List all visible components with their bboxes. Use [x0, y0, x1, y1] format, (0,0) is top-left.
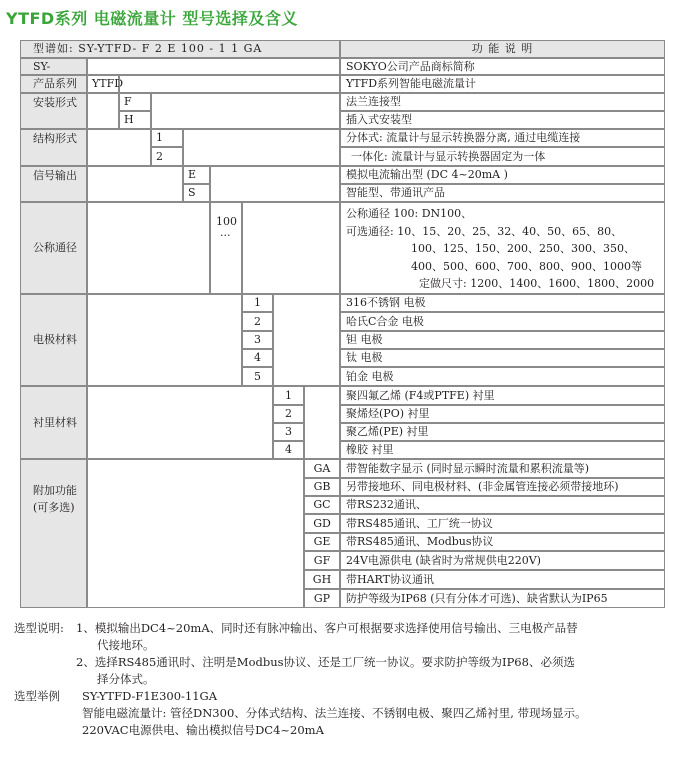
desc-diameter-line: 100、125、150、200、250、300、350、	[411, 242, 635, 255]
row-label-lining: 衬里材料	[20, 386, 87, 459]
desc-diameter-line: 400、500、600、700、800、900、1000等	[411, 259, 642, 273]
desc-extra-gc: 带RS232通讯、	[340, 496, 665, 514]
table-header-model: 型谱如: SY-YTFD- F 2 E 100 - 1 1 GA	[20, 40, 340, 58]
notes-label: 选型说明:	[14, 621, 64, 635]
desc-extra-gd: 带RS485通讯、工厂统一协议	[340, 514, 665, 533]
desc-electrode-2: 哈氏C合金 电极	[340, 312, 665, 331]
desc-extra-ge: 带RS485通讯、Modbus协议	[340, 533, 665, 551]
code-lining-1: 1	[273, 386, 304, 405]
example-code: SY-YTFD-F1E300-11GA	[82, 689, 218, 703]
desc-structure-2: 一体化: 流量计与显示转换器固定为一体	[340, 147, 665, 166]
code-lining-4: 4	[273, 441, 304, 459]
blank-cell	[242, 202, 340, 294]
code-structure-1: 1	[151, 129, 183, 147]
code-signal-e: E	[183, 166, 210, 184]
blank-cell	[183, 129, 340, 166]
blank-cell	[87, 459, 304, 608]
code-diameter	[210, 202, 242, 294]
desc-install-h: 插入式安装型	[340, 111, 665, 129]
row-label-install: 安装形式	[20, 93, 87, 129]
row-label-extras-note: (可多选)	[33, 501, 75, 514]
blank-cell	[210, 166, 340, 202]
desc-electrode-5: 铂金 电极	[340, 367, 665, 386]
code-structure-2: 2	[151, 147, 183, 166]
code-series: YTFD	[87, 75, 119, 93]
code-signal-s: S	[183, 184, 210, 202]
page-title: YTFD系列 电磁流量计 型号选择及含义	[6, 9, 298, 28]
code-extra-gc: GC	[304, 496, 340, 514]
desc-lining-1: 聚四氟乙烯 (F4或PTFE) 衬里	[340, 386, 665, 405]
desc-diameter-line: 定做尺寸: 1200、1400、1600、1800、2000	[419, 277, 655, 290]
row-label-signal: 信号输出	[20, 166, 87, 202]
code-extra-ge: GE	[304, 533, 340, 551]
code-electrode-1: 1	[242, 294, 273, 312]
blank-cell	[119, 75, 340, 93]
desc-signal-s: 智能型、带通讯产品	[340, 184, 665, 202]
blank-cell	[87, 93, 119, 129]
row-label-electrode: 电极材料	[20, 294, 87, 386]
row-label-structure: 结构形式	[20, 129, 87, 166]
desc-diameter-line: 可选通径: 10、15、20、25、32、40、50、65、80、	[346, 224, 623, 238]
desc-extra-gp: 防护等级为IP68 (只有分体才可选)、缺省默认为IP65	[340, 589, 665, 608]
code-diameter-value: 100	[216, 215, 237, 228]
code-extra-ga: GA	[304, 459, 340, 478]
code-lining-2: 2	[273, 405, 304, 423]
row-label-extras-title: 附加功能	[33, 484, 77, 497]
code-diameter-more: ···	[220, 229, 231, 242]
code-electrode-2: 2	[242, 312, 273, 331]
desc-electrode-1: 316不锈钢 电极	[340, 294, 665, 312]
code-extra-gp: GP	[304, 589, 340, 608]
note-1-line-2: 代接地环。	[97, 638, 155, 652]
row-label-extras	[20, 459, 87, 608]
desc-extra-gb: 另带接地环、同电极材料、(非金属管连接必须带接地环)	[340, 478, 665, 496]
example-line-2: 220VAC电源供电、输出模拟信号DC4~20mA	[82, 723, 324, 737]
example-line-1: 智能电磁流量计: 管径DN300、分体式结构、法兰连接、不锈钢电极、聚四乙烯衬里, 带现场显示。	[82, 706, 587, 720]
desc-structure-1: 分体式: 流量计与显示转换器分离, 通过电缆连接	[340, 129, 665, 147]
desc-sy: SOKYO公司产品商标简称	[340, 58, 665, 75]
example-label: 选型举例	[14, 689, 60, 703]
code-extra-gd: GD	[304, 514, 340, 533]
desc-lining-3: 聚乙烯(PE) 衬里	[340, 423, 665, 441]
desc-electrode-4: 钛 电极	[340, 349, 665, 367]
blank-cell	[87, 166, 183, 202]
code-install-f: F	[119, 93, 151, 111]
selection-notes	[14, 620, 674, 739]
desc-diameter-line: 公称通径 100: DN100、	[346, 207, 473, 220]
desc-signal-e: 模拟电流输出型 (DC 4~20mA )	[340, 166, 665, 184]
note-2-line-1: 2、选择RS485通讯时、注明是Modbus协议、还是工厂统一协议。要求防护等级为IP68、必须选	[76, 655, 575, 669]
desc-lining-2: 聚烯烃(PO) 衬里	[340, 405, 665, 423]
note-2-line-2: 择分体式。	[97, 672, 155, 686]
row-label-series: 产品系列	[20, 75, 87, 93]
code-electrode-4: 4	[242, 349, 273, 367]
row-label-sy: SY-	[20, 58, 87, 75]
desc-extra-gh: 带HART协议通讯	[340, 570, 665, 589]
desc-series: YTFD系列智能电磁流量计	[340, 75, 665, 93]
code-electrode-5: 5	[242, 367, 273, 386]
blank-cell	[87, 386, 273, 459]
table-header-function: 功 能 说 明	[340, 40, 665, 58]
desc-lining-4: 橡胶 衬里	[340, 441, 665, 459]
note-1-line-1: 1、模拟输出DC4~20mA、同时还有脉冲输出、客户可根据要求选择使用信号输出、三电极产品替	[76, 621, 578, 635]
blank-cell	[273, 294, 340, 386]
blank-cell	[304, 386, 340, 459]
blank-cell	[151, 93, 340, 129]
blank-cell	[87, 129, 151, 166]
blank-cell	[87, 58, 340, 75]
desc-electrode-3: 钽 电极	[340, 331, 665, 349]
blank-cell	[87, 294, 242, 386]
blank-cell	[87, 202, 210, 294]
code-electrode-3: 3	[242, 331, 273, 349]
code-install-h: H	[119, 111, 151, 129]
desc-diameter	[340, 202, 665, 294]
model-selection-table	[20, 40, 665, 608]
code-extra-gb: GB	[304, 478, 340, 496]
code-extra-gh: GH	[304, 570, 340, 589]
desc-extra-gf: 24V电源供电 (缺省时为常规供电220V)	[340, 551, 665, 570]
code-lining-3: 3	[273, 423, 304, 441]
desc-extra-ga: 带智能数字显示 (同时显示瞬时流量和累积流量等)	[340, 459, 665, 478]
desc-install-f: 法兰连接型	[340, 93, 665, 111]
code-extra-gf: GF	[304, 551, 340, 570]
row-label-diameter: 公称通径	[20, 202, 87, 294]
